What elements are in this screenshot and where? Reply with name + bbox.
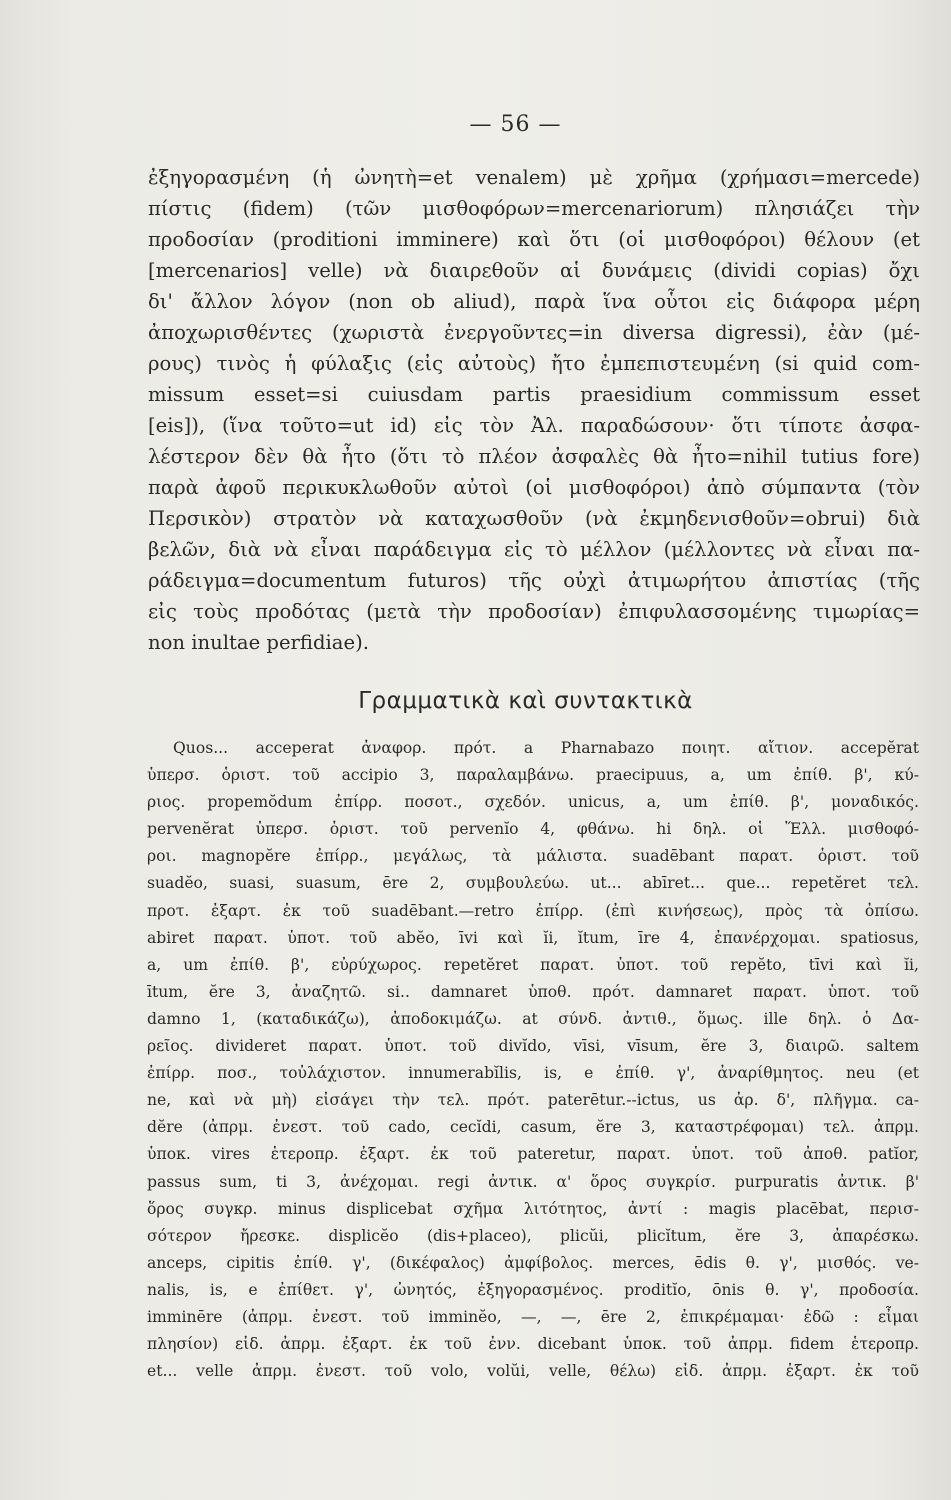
note-line: pervenĕrat ὑπερσ. ὁριστ. τοῦ pervenĭo 4, φθάνω. hi δηλ. οἱ Ἕλλ. μισθοφό- (147, 820, 919, 839)
text-line: βελῶν, διὰ νὰ εἶναι παράδειγμα εἰς τὸ μέλλον (μέλλοντες νὰ εἶναι πα- (148, 538, 920, 561)
note-line: anceps, cipitis ἐπίθ. γ', (δικέφαλος) ἀμφίβολος. merces, ēdis θ. γ', μισθός. ve- (147, 1253, 919, 1272)
note-line: ἐπίρρ. ποσ., τοὐλάχιστον. innumerabĭlis, is, e ἐπίθ. γ', ἀναρίθμητος. neu (et (147, 1064, 919, 1083)
text-line: δι' ἄλλον λόγον (non ob aliud), παρὰ ἵνα οὗτοι εἰς διάφορα μέρη (148, 290, 920, 313)
note-line: suadĕo, suasi, suasum, ēre 2, συμβουλεύω. ut... abīret... que... repetĕret τελ. (147, 874, 919, 893)
text-line: [mercenarios] velle) νὰ διαιρεθοῦν αἱ δυνάμεις (dividi copias) ὄχι (148, 259, 920, 282)
text-line: ράδειγμα=documentum futuros) τῆς οὐχὶ ἀτιμωρήτου ἀπιστίας (τῆς (148, 569, 920, 592)
note-line: ne, καὶ νὰ μὴ) εἰσάγει τὴν τελ. πρότ. paterētur.--ictus, us ἀρ. δ', πλῆγμα. ca- (147, 1091, 919, 1110)
section-heading: Γραμματικὰ καὶ συντακτικὰ (358, 688, 693, 714)
note-line: ὑπερσ. ὁριστ. τοῦ accipio 3, παραλαμβάνω. praecipuus, a, um ἐπίθ. β', κύ- (147, 766, 919, 785)
note-line: ὑποκ. vires ἑτεροπρ. ἐξαρτ. ἐκ τοῦ pateretur, παρατ. ὑποτ. τοῦ ἀποθ. patĭor, (147, 1145, 919, 1164)
text-line: ἐξηγορασμένη (ἡ ὠνητὴ=et venalem) μὲ χρῆμα (χρήμασι=mercede) (148, 166, 920, 189)
note-line: a, um ἐπίθ. β', εὐρύχωρος. repetĕret παρατ. ὑποτ. τοῦ repĕto, tīvi καὶ ĭi, (147, 955, 919, 974)
text-line: ρους) τινὸς ἡ φύλαξις (εἰς αὐτοὺς) ἤτο ἐμπεπιστευμένη (si quid com- (148, 352, 920, 375)
note-line: damno 1, (καταδικάζω), ἀποδοκιμάζω. at σύνδ. ἀντιθ., ὅμως. ille δηλ. ὁ Δα- (147, 1009, 919, 1028)
note-line: et... velle ἀπρμ. ἐνεστ. τοῦ volo, volŭi, velle, θέλω) εἰδ. ἀπρμ. ἐξαρτ. ἐκ τοῦ (147, 1362, 919, 1381)
grammar-notes-block (147, 735, 919, 1385)
note-line: Quos... acceperat ἀναφορ. πρότ. a Pharnabazo ποιητ. αἴτιον. accepĕrat (173, 739, 919, 757)
text-line: non inultae perfidiae). (148, 631, 369, 654)
text-line: παρὰ ἀφοῦ περικυκλωθοῦν αὐτοὶ (οἱ μισθοφόροι) ἀπὸ σύμπαντα (τὸν (148, 476, 920, 499)
text-line: missum esset=si cuiusdam partis praesidium commissum esset (148, 383, 920, 406)
main-text-block (148, 162, 920, 658)
text-line: λέστερον δὲν θὰ ἦτο (ὅτι τὸ πλέον ἀσφαλὲς θὰ ἦτο=nihil tutius fore) (148, 445, 920, 468)
text-line: εἰς τοὺς προδότας (μετὰ τὴν προδοσίαν) ἐπιφυλασσομένης τιμωρίας= (148, 600, 920, 623)
note-line: σότερον ἤρεσκε. displicĕo (dis+placeo), plicŭi, plicĭtum, ĕre 3, ἀπαρέσκω. (147, 1226, 919, 1245)
note-line: dĕre (ἀπρμ. ἐνεστ. τοῦ cado, cecĭdi, casum, ĕre 3, καταστρέφομαι) τελ. ἀπρμ. (147, 1118, 919, 1137)
note-line: προτ. ἐξαρτ. ἐκ τοῦ suadēbant.—retro ἐπίρρ. (ἐπὶ κινήσεως), πρὸς τὰ ὀπίσω. (147, 901, 919, 920)
note-line: ροι. magnopĕre ἐπίρρ., μεγάλως, τὰ μάλιστα. suadēbant παρατ. ὁριστ. τοῦ (147, 847, 919, 866)
page-number: — 56 — (469, 112, 562, 137)
note-line: passus sum, ti 3, ἀνέχομαι. regi ἀντικ. α' ὅρος συγκρίσ. purpuratis ἀντικ. β' (147, 1172, 919, 1191)
note-line: ὅρος συγκρ. minus displicebat σχῆμα λιτότητος, ἀντί : magis placēbat, περισ- (147, 1199, 919, 1218)
note-line: ριος. propemŏdum ἐπίρρ. ποσοτ., σχεδόν. unicus, a, um ἐπίθ. β', μοναδικός. (147, 793, 919, 812)
text-line: Περσικὸν) στρατὸν νὰ καταχωσθοῦν (νὰ ἐκμηδενισθοῦν=obrui) διὰ (148, 507, 920, 530)
note-line: abiret παρατ. ὑποτ. τοῦ abĕo, īvi καὶ ĭi, ĭtum, īre 4, ἐπανέρχομαι. spatiosus, (147, 928, 919, 947)
note-line: ρεῖος. divideret παρατ. ὑποτ. τοῦ divĭdo, vīsi, vīsum, ĕre 3, διαιρῶ. saltem (147, 1037, 919, 1056)
text-line: [eis]), (ἵνα τοῦτο=ut id) εἰς τὸν Ἀλ. παραδώσουν· ὅτι τίποτε ἀσφα- (148, 414, 920, 437)
note-line: nalis, is, e ἐπίθετ. γ', ὠνητός, ἐξηγορασμένος. proditĭo, ōnis θ. γ', προδοσία. (147, 1280, 919, 1299)
text-line: ἀποχωρισθέντες (χωριστὰ ἐνεργοῦντες=in diversa digressi), ἐὰν (μέ- (148, 321, 920, 344)
text-line: προδοσίαν (proditioni imminere) καὶ ὅτι (οἱ μισθοφόροι) θέλουν (et (148, 228, 920, 251)
note-line: ītum, ĕre 3, ἀναζητῶ. si.. damnaret ὑποθ. πρότ. damnaret παρατ. ὑποτ. τοῦ (147, 982, 919, 1001)
text-line: πίστις (fidem) (τῶν μισθοφόρων=mercenariorum) πλησιάζει τὴν (148, 197, 920, 220)
note-line: imminēre (ἀπρμ. ἐνεστ. τοῦ imminĕo, —, —, ēre 2, ἐπικρέμαμαι· ἐδῶ : εἶμαι (147, 1307, 919, 1326)
note-line: πλησίον) εἰδ. ἀπρμ. ἐξαρτ. ἐκ τοῦ ἐνν. dicebant ὑποκ. τοῦ ἀπρμ. fidem ἑτεροπρ. (147, 1335, 919, 1354)
